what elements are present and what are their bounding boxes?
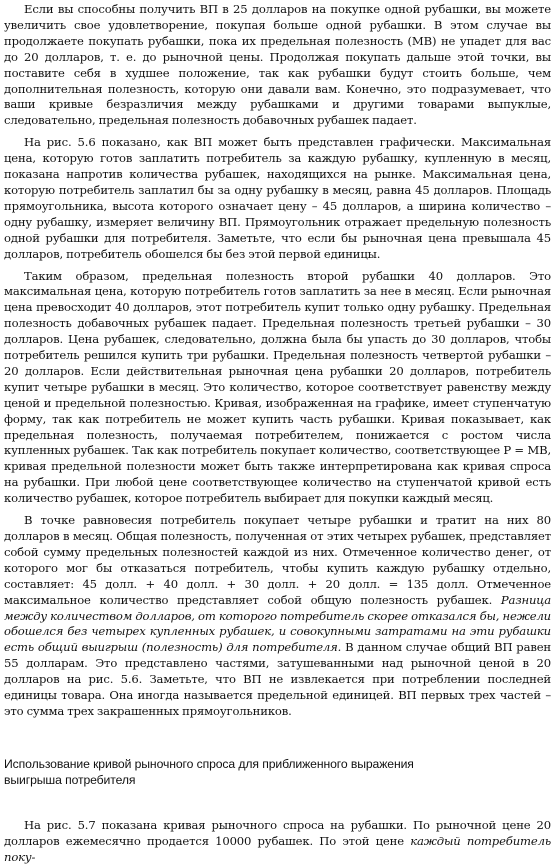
paragraph-1: Если вы способны получить ВП в 25 долларов на покупке одной рубашки, вы можете увеличить свое удовлетворение, покупая больше одной рубашки. В этом случае вы продолжаете покупать рубашки, пока их предельная полезность (MB) не упадет для вас до 20 долларов, т. е. до рыночной цены. Продолжая покупать дальше этой точки, вы поставите себя в худшее положение, так как рубашки будут стоить больше, чем дополнительная полезность, которую они давали вам. Конечно, это подразумевает, что ваши кривые безразличия между рубашками и другими товарами выпуклые, следовательно, предельная полезность добавочных рубашек падает. <box>4 2 551 128</box>
paragraph-4-italic: Разница между количеством долларов, от которого потребитель скорее отказался бы, нежели обошелся без четырех купленных рубашек, и совокупными затратами на эти рубашки есть общий выигрыш (полезность) для потребителя. <box>4 592 551 655</box>
paragraph-5-italic: каждый потребитель поку- <box>4 833 551 864</box>
section-heading-line-2: выигрыша потребителя <box>4 772 136 787</box>
paragraph-4-start: В точке равновесия потребитель покупает четыре рубашки и тратит на них 80 долларов в месяц. Общая полезность, полученная от этих четырех рубашек, представляет собой сумму предельных полезностей каждой из них. Отмеченное количество денег, от которого мог бы отказаться потребитель, чтобы купить каждую рубашку отдельно, составляет: 45 долл. + 40 долл. + 30 долл. + 20 долл. = 135 долл. Отмеченное максимальное количество представляет собой общую полезность рубашек. <box>4 513 551 607</box>
paragraph-4 <box>4 513 551 720</box>
paragraph-5-start: На рис. 5.7 показана кривая рыночного спроса на рубашки. По рыночной цене 20 долларов ежемесячно продается 10000 рубашек. По этой цене <box>4 817 551 848</box>
paragraph-3: Таким образом, предельная полезность второй рубашки 40 долларов. Это максимальная цена, которую потребитель готов заплатить за нее в месяц. Если рыночная цена превосходит 40 долларов, этот потребитель купит только одну рубашку. Предельная полезность добавочных рубашек падает. Предельная полезность третьей рубашки – 30 долларов. Цена рубашек, следовательно, должна была бы упасть до 30 долларов, чтобы потребитель решился купить три рубашки. Предельная полезность четвертой рубашки – 20 долларов. Если действительная рыночная цена рубашки 20 долларов, потребитель купит четыре рубашки в месяц. Это количество, которое соответствует равенству между ценой и предельной полезностью. Кривая, изображенная на графике, имеет ступенчатую форму, так как потребитель не может купить часть рубашки. Кривая показывает, как предельная полезность, получаемая потребителем, понижается с ростом числа купленных рубашек. Так как потребитель покупает количество, соответствующее P = MB, кривая предельной полезности может быть также интерпретирована как кривая спроса на рубашки. При любой цене соответствующее количество на ступенчатой кривой есть количество рубашек, которое потребитель выбирает для покупки каждый месяц. <box>4 268 551 506</box>
paragraph-4-end: В данном случае общий ВП равен 55 долларам. Это представлено частями, затушеванными над рыночной ценой в 20 долларов на рис. 5.6. Заметьте, что ВП не извлекается при потреблении последней единицы товара. Она иногда называется предельной единицей. ВП первых трех частей – это сумма трех закрашенных прямоугольников. <box>4 640 552 718</box>
paragraph-5 <box>4 818 551 866</box>
section-heading-line-1: Использование кривой рыночного спроса для приближенного выражения <box>4 756 414 771</box>
section-heading <box>4 756 551 788</box>
paragraph-2: На рис. 5.6 показано, как ВП может быть представлен графически. Максимальная цена, которую готов заплатить потребитель за каждую рубашку, купленную в месяц, показана напротив количества рубашек, находящихся на рынке. Максимальная цена, которую потребитель заплатил бы за одну рубашку в месяц, равна 45 долларов. Площадь прямоугольника, высота которого означает цену – 45 долларов, а ширина количество – одну рубашку, измеряет величину ВП. Прямоугольник отражает предельную полезность одной рубашки для потребителя. Заметьте, что если бы рыночная цена превышала 45 долларов, потребитель обошелся бы без этой первой единицы. <box>4 135 551 261</box>
